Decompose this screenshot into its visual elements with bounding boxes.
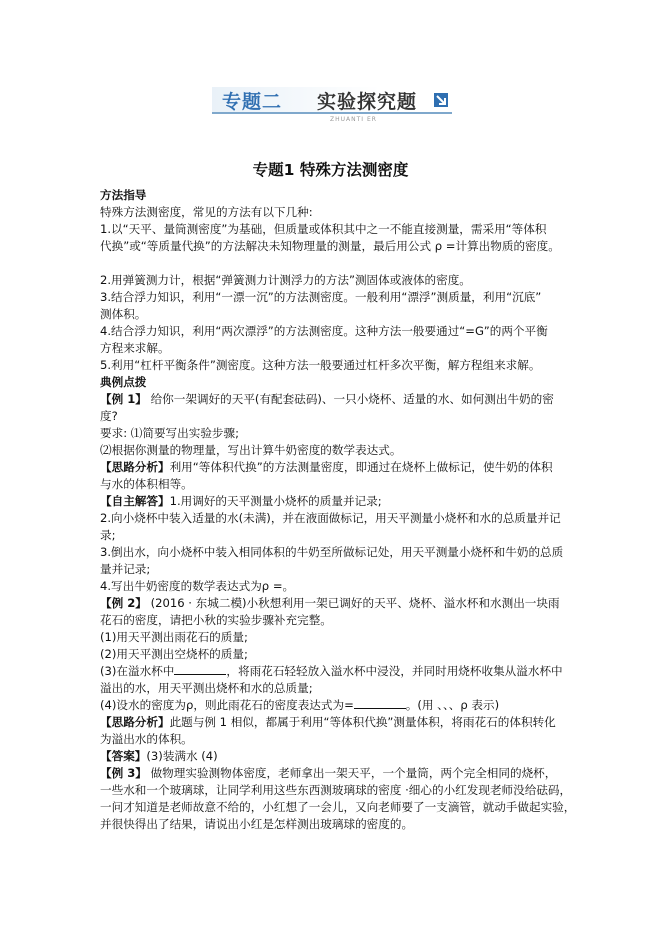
example-3-line: 一些水和一个玻璃球，让同学利用这些东西测玻璃球的密度 ·细心的小红发现老师没给砝码， (100, 783, 572, 797)
example-1-question (100, 391, 554, 408)
example-3-line: 一问才知道是老师故意不给的，小红想了一会儿，又向老师要了一支滴管，就动手做起实验， (100, 800, 576, 814)
analysis-text: 此题与例 1 相似，都属于利用“等体积代换”测量体积，将雨花石的体积转化 (169, 715, 556, 729)
example-1-answer-line: 4.写出牛奶密度的数学表达式为ρ =。 (100, 579, 295, 593)
analysis-text: 利用“等体积代换”的方法测量密度，即通过在烧杯上做标记，使牛奶的体积 (169, 460, 553, 474)
step-text: (4)设水的密度为ρ，则此雨花石的密度表达式为= (100, 698, 354, 712)
analysis-label: 【思路分析】 (100, 715, 170, 729)
method-line: 方程来求解。 (100, 341, 170, 355)
method-heading: 方法指导 (100, 188, 147, 202)
banner-title: 实验探究题 (317, 91, 418, 113)
fill-blank (174, 663, 226, 675)
example-3-question (100, 765, 556, 782)
example-2-step-cont: 溢出的水，用天平测出烧杯和水的总质量; (100, 681, 313, 695)
step-text: ，将雨花石轻轻放入溢水杯中浸没，并同时用烧杯收集从溢水杯中 (226, 664, 563, 678)
example-1-answer-line: 3.倒出水，向小烧杯中装入相同体积的牛奶至所做标记处，用天平测量小烧杯和牛奶的总质 (100, 545, 564, 559)
step-text: 。(用 、、、ρ 表示) (405, 698, 500, 712)
example-3-line: 并很快得出了结果，请说出小红是怎样测出玻璃球的密度的。 (100, 817, 414, 831)
banner-topic: 专题二 (222, 91, 283, 113)
fill-blank (354, 697, 406, 709)
example-2-step: (1)用天平测出雨花石的质量; (100, 630, 248, 644)
example-2-analysis (100, 714, 556, 731)
example-2-label: 【例 2】 (100, 596, 147, 610)
example-2-step: (2)用天平测出空烧杯的质量; (100, 647, 248, 661)
example-3-text: 做物理实验测物体密度，老师拿出一架天平，一个量筒，两个完全相同的烧杯， (146, 766, 557, 780)
example-1-requirement: 要求: ⑴简要写出实验步骤; (100, 426, 240, 440)
example-2-answer (100, 748, 218, 765)
examples-heading: 典例点拨 (100, 375, 147, 389)
page-title: 专题1 特殊方法测密度 (252, 161, 409, 179)
example-2-text: (2016 · 东城二模)小秋想利用一架已调好的天平、烧杯、溢水杯和水测出一块雨 (146, 596, 560, 610)
arrow-corner-icon (434, 93, 448, 107)
banner-pinyin: ZHUANTI ER (330, 116, 377, 123)
example-2-step (100, 697, 499, 714)
example-1-requirement: ⑵根据你测量的物理量，写出计算牛奶密度的数学表达式。 (100, 443, 402, 457)
answer-text: 1.用调好的天平测量小烧杯的质量并记录; (169, 494, 382, 508)
method-line: 2.用弹簧测力计，根据“弹簧测力计测浮力的方法”测固体或液体的密度。 (100, 273, 471, 287)
method-line: 4.结合浮力知识，利用“两次漂浮”的方法测密度。这种方法一般要通过“=G”的两个平衡 (100, 324, 548, 338)
example-1-analysis-cont: 与水的体积相等。 (100, 477, 193, 491)
method-line: 5.利用“杠杆平衡条件”测密度。这种方法一般要通过杠杆多次平衡，解方程组来求解。 (100, 358, 541, 372)
example-2-question-cont: 花石的密度，请把小秋的实验步骤补充完整。 (100, 613, 332, 627)
example-2-analysis-cont: 为溢出水的体积。 (100, 732, 193, 746)
example-2-question (100, 595, 560, 612)
answer-label: 【答案】 (100, 749, 147, 763)
example-1-answer-line: 2.向小烧杯中装入适量的水(未满)，并在液面做标记，用天平测量小烧杯和水的总质量并记 (100, 511, 561, 525)
example-1-answer (100, 493, 382, 510)
analysis-label: 【思路分析】 (100, 460, 170, 474)
answer-label: 【自主解答】 (100, 494, 170, 508)
example-3-label: 【例 3】 (100, 766, 147, 780)
method-line: 3.结合浮力知识，利用“一漂一沉”的方法测密度。一般利用“漂浮”测质量，利用“沉底” (100, 290, 542, 304)
section-banner (212, 87, 452, 127)
example-1-answer-line: 录; (100, 528, 116, 542)
method-line: 测体积。 (100, 307, 147, 321)
example-1-analysis (100, 459, 553, 476)
method-line: 特殊方法测密度，常见的方法有以下几种: (100, 205, 313, 219)
example-1-label: 【例 1】 (100, 392, 147, 406)
example-1-question-cont: 度? (100, 409, 118, 423)
example-1-text: 给你一架调好的天平(有配套砝码)、一只小烧杯、适量的水、如何测出牛奶的密 (146, 392, 554, 406)
answer-text: (3)装满水 (4) (146, 749, 218, 763)
example-1-answer-line: 量并记录; (100, 562, 151, 576)
method-line: 代换”或“等质量代换”的方法解决未知物理量的测量，最后用公式 ρ =计算出物质的密度。 (100, 239, 560, 253)
step-text: (3)在溢水杯中 (100, 664, 175, 678)
example-2-step (100, 663, 563, 680)
method-line: 1.以“天平、量筒测密度”为基础，但质量或体积其中之一不能直接测量，需采用“等体积 (100, 222, 547, 236)
